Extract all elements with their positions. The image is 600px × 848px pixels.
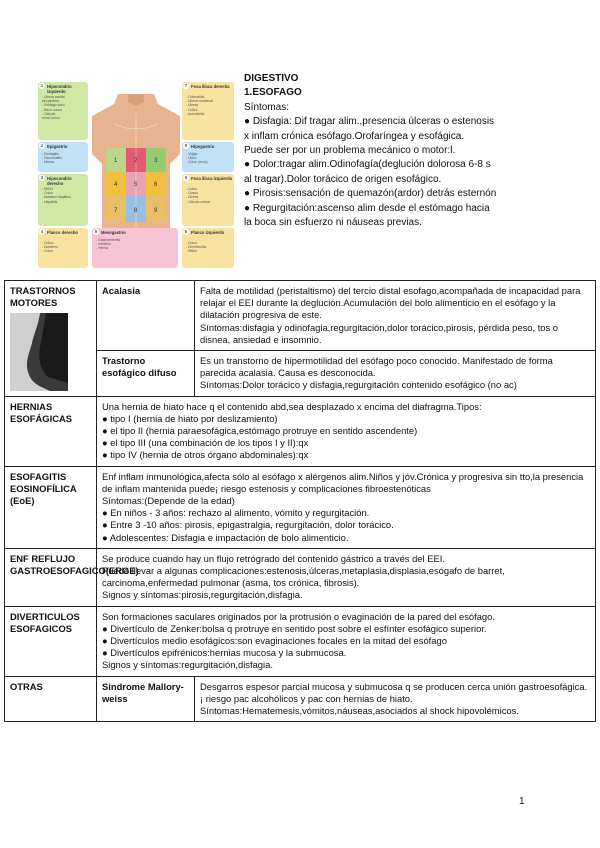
difuso-label: Trastorno esofágico difuso [97,351,195,397]
row-label-otras: OTRAS [5,676,97,722]
eoe-content: Enf inflam inmunológica,afecta sólo al esófago x alérgenos alim.Niños y jóv.Crónica y progresiva sin tto,la presencia de inflam mantenida puede¡ riesgo estenosis y complicaciones fibroestenóticas Síntomas:(Depende de la edad) ● En niños - 3 años: rechazo al alimento, vómito y regurgitación. ● Entre 3 -10 años: pirosis, epigastralgia, regurgitación, dolor torácico. ● Adolescentes: Disfagia e impactación de bolo alimenticio. [97,466,596,548]
zone-9: 9 Mesogastrio - Gastroenteritis - Intestino - Hernia [92,228,178,268]
intro-line: Puede ser por un problema mecánico o motor:l. [244,145,456,157]
erge-content: Se produce cuando hay un flujo retrógrado del contenido gástrico a través del EEI. Puede llevar a algunas complicaciones:estenosis,úlceras,metaplasia,displasia,esógafo de barret, carcinoma,enfermedad pulmonar (asma, tos crónica, fibrosis). Signos y síntomas:pirosis,regurgitación,disfagia. [97,548,596,606]
mallory-weiss-label: Sindrome Mallory-weiss [97,676,195,722]
svg-text:8: 8 [134,208,138,214]
table-row [5,466,596,548]
table-row [5,281,596,351]
intro-section [244,72,574,230]
zone-title: Hipocondrio izquierdo [47,84,72,94]
zone-6: 6 Fosa ilíaca izquierda - Colon - Ovario - Úlcera - Cálculo uretral [182,174,234,226]
table-row [5,548,596,606]
intro-line: al tragar).Dolor torácico de origen esofágico. [244,173,442,185]
svg-text:4: 4 [114,182,118,188]
svg-text:3: 3 [154,158,158,164]
sintomas-heading: Síntomas: [244,101,290,113]
hernias-content: Una hernia de hiato hace q el contenido abd,sea desplazado x encima del diafragma.Tipos: ● tipo I (hernia de hiato por deslizamiento) ● el tipo II (hernia paraesofágica,estómago protruye en sentido ascendente) ● el tipo III (una combinación de los tipos I y II):qx ● tipo IV (hernia de otros órgano abdominales):qx [97,396,596,466]
zone-8: 8 Hipogastrio - Vejiga - Útero - Colon (recto) [182,142,234,172]
acalasia-content: Falta de motilidad (peristaltismo) del tercio distal esofago,acompañada de incapacidad para relajar el EEI durante la deglución.Acumulación del bolo alimenticio en el esófago y la dilatación progresiva de este. Síntomas:disfagia y odinofagia,regurgitación,dolor torácico,pirosis, pérdida peso, tos o disnea, ansiedad e insomnio. [195,281,596,351]
zone-2: 2 Epigastrio - Esofagitis - Pancreatitis - Úlcera [38,142,88,172]
disorders-table [4,280,596,722]
diverticulos-content: Son formaciones saculares originados por la protrusión o evaginación de la pared del esófago. ● Divertículo de Zenker:bolsa q protruye en sentido post sobre el esfínter esofágico superior. ● Divertículos medio esofágicos:son evaginaciones focales en la mitad del esófago ● Divertículos epifrénicos:hernias mucosa y la submucosa. Signos y síntomas:regurgitación,disfagia. [97,606,596,676]
intro-line: ● Disfagia: Dif tragar alim.,presencia úlceras o estenosis [244,116,495,128]
zone-3: 3 Hipocondrio derecho - Riñón - Colon - Absceso hepático - Hepatitis [38,174,88,226]
intro-line: x inflam crónica esófago.Orofaríngea y esofágica. [244,130,465,142]
zone-number: 1 [40,83,44,88]
xray-image [10,313,68,391]
row-label-hernias: HERNIAS ESOFÁGICAS [5,396,97,466]
svg-text:9: 9 [154,208,158,214]
table-row [5,676,596,722]
torso-illustration [88,94,184,252]
svg-text:2: 2 [134,158,138,164]
mallory-weiss-content: Desgarros espesor parcial mucosa y submucosa q se producen cerca unión gastroesofágica.¡ riesgo pac alcohólicos y pac con hernias de hiato. Síntomas:Hematemesis,vómitos,náuseas,asociados al shock hipovolémicos. [195,676,596,722]
acalasia-label: Acalasia [97,281,195,351]
svg-text:5: 5 [134,182,138,188]
row-label-erge: ENF REFLUJO GASTROESOFAGICO(ERGE) [5,548,97,606]
table-row [5,396,596,466]
row-label-eoe: ESOFAGITIS EOSINOFÍLICA (EoE) [5,466,97,548]
difuso-content: Es un transtorno de hipermotilidad del esófago poco conocido. Manifestado de forma parecida acalasia. Causa es desconocida. Síntomas:Dolor torácico y disfagia,regurgitación contenido esofágico (no ac) [195,351,596,397]
torso-icon [88,94,184,230]
table-row [5,606,596,676]
intro-line: la boca sin esfuerzo ni náuseas previas. [244,217,422,229]
intro-line: ● Dolor:tragar alim.Odinofagía(deglución dolorosa 6-8 s [244,159,491,171]
intro-line: ● Regurgitación:ascenso alim desde el estómago hacia [244,202,490,214]
page-number: 1 [519,796,525,807]
section-title: DIGESTIVO [244,73,299,84]
svg-text:7: 7 [114,208,118,214]
zone-5: 5 Flanco izquierdo - Colon - Diverticulitis - Riñón [182,228,234,268]
intro-line: ● Pirosis:sensación de quemazón(ardor) detrás esternón [244,188,497,200]
zone-1: 1 Hipocondrio izquierdo - Úlcera cardial del gástrico - Esófago sano - Bazo rotura - Cálculo renal, tumor [38,82,88,140]
section-subtitle: 1.ESOFAGO [244,87,302,99]
zone-4: 4 Flanco derecho - Cólico - Duodeno - Colon [38,228,88,268]
row-label-trastornos: TRASTORNOS MOTORES [5,281,97,397]
row-label-diverticulos: DIVERTICULOS ESOFAGICOS [5,606,97,676]
svg-text:6: 6 [154,182,158,188]
esophagus-xray-icon [10,313,68,391]
zone-7: 7 Fosa ilíaca derecha - Colecistitis - Ulcera duodenal - Úlcera - Cólico - Apendicitis [182,82,234,140]
svg-text:1: 1 [114,158,118,164]
abdominal-regions-figure [38,82,234,270]
